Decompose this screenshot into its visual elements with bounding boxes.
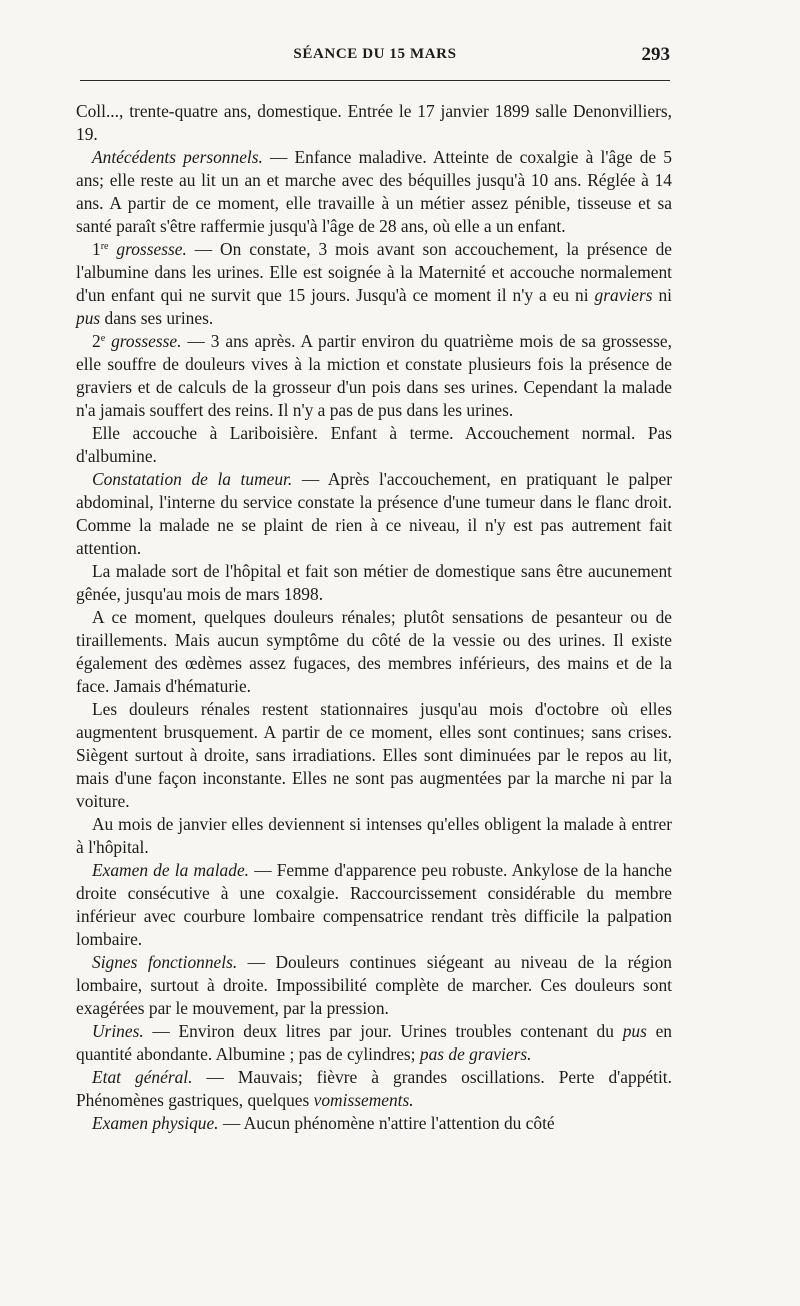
- italic-text: grossesse.: [108, 239, 187, 259]
- italic-text: Urines.: [92, 1021, 144, 1041]
- italic-text: pus: [76, 308, 101, 328]
- paragraph: [76, 468, 672, 560]
- text-run: — On constate, 3 mois avant son accouchement, la présence de l'albumine dans les urines. Elle est soignée à la Maternité et accouche normalement d'un enfant qui ne survit que 15 jours. Jusqu'à ce moment il n'y a eu ni: [76, 239, 672, 305]
- text-run: 2: [92, 331, 101, 351]
- page-number: 293: [641, 44, 670, 65]
- italic-text: Examen physique.: [92, 1113, 219, 1133]
- text-run: — Environ deux litres par jour. Urines troubles contenant du: [143, 1021, 623, 1041]
- italic-text: Etat général.: [92, 1067, 193, 1087]
- text-run: La malade sort de l'hôpital et fait son métier de domestique sans être aucunement gênée, jusqu'au mois de mars 1898.: [76, 561, 672, 604]
- text-run: — Aucun phénomène n'attire l'attention du côté: [218, 1113, 555, 1133]
- italic-text: Antécédents personnels.: [92, 147, 263, 167]
- text-run: dans ses urines.: [100, 308, 214, 328]
- text-run: Les douleurs rénales restent stationnaires jusqu'au mois d'octobre où elles augmentent brusquement. A partir de ce moment, elles sont continues; sans crises. Siègent surtout à droite, sans irradiations. Elles sont diminuées par le repos au lit, mais d'une façon inconstante. Elles ne sont pas augmentées par la marche ni par la voiture.: [76, 699, 672, 811]
- paragraph: [76, 1066, 672, 1112]
- paragraph: [76, 238, 672, 330]
- italic-text: vomissements.: [313, 1090, 414, 1110]
- paragraph: [76, 859, 672, 951]
- text-run: Elle accouche à Lariboisière. Enfant à terme. Accouchement normal. Pas d'albumine.: [76, 423, 672, 466]
- header-rule: [80, 80, 670, 81]
- text-run: ni: [652, 285, 672, 305]
- text-run: — Femme d'apparence peu robuste. Ankylose de la hanche droite consécutive à une coxalgie. Raccourcissement considérable du membre inférieur avec courbure lombaire compensatrice rendant très difficile la palpation lombaire.: [76, 860, 672, 949]
- italic-text: pas de graviers.: [419, 1044, 532, 1064]
- text-run: A ce moment, quelques douleurs rénales; plutôt sensations de pesanteur ou de tiraillements. Mais aucun symptôme du côté de la vessie ou des urines. Il existe également des œdèmes assez fugaces, des membres inférieurs, des mains et de la face. Jamais d'hématurie.: [76, 607, 672, 696]
- paragraph: [76, 560, 672, 606]
- text-run: 1: [92, 239, 101, 259]
- body-text: [76, 100, 672, 1135]
- italic-text: graviers: [594, 285, 653, 305]
- running-head: SÉANCE DU 15 MARS: [293, 46, 457, 62]
- paragraph: [76, 698, 672, 813]
- text-run: Au mois de janvier elles deviennent si intenses qu'elles obligent la malade à entrer à l'hôpital.: [76, 814, 672, 857]
- italic-text: pus: [622, 1021, 647, 1041]
- text-run: — Douleurs continues siégeant au niveau de la région lombaire, surtout à droite. Impossibilité complète de marcher. Ces douleurs sont exagérées par le mouvement, par la pression.: [76, 952, 672, 1018]
- paragraph: [76, 1020, 672, 1066]
- paragraph: [76, 100, 672, 146]
- paragraph: [76, 1112, 672, 1135]
- paragraph: [76, 951, 672, 1020]
- text-run: — 3 ans après. A partir environ du quatrième mois de sa grossesse, elle souffre de douleurs vives à la miction et constate plusieurs fois la présence de graviers et de calculs de la grosseur d'un pois dans ses urines. Cependant la malade n'a jamais souffert des reins. Il n'y a pas de pus dans les urines.: [76, 331, 672, 420]
- page-header: [80, 44, 670, 74]
- paragraph: [76, 330, 672, 422]
- italic-text: Constatation de la tumeur.: [92, 469, 293, 489]
- superscript-text: re: [100, 241, 109, 252]
- text-run: — Enfance maladive. Atteinte de coxalgie à l'âge de 5 ans; elle reste au lit un an et marche avec des béquilles jusqu'à 10 ans. Réglée à 14 ans. A partir de ce moment, elle travaille à un métier assez pénible, tisseuse et sa santé paraît s'être raffermie jusqu'à l'âge de 28 ans, où elle a un enfant.: [76, 147, 672, 236]
- italic-text: Examen de la malade.: [92, 860, 250, 880]
- paragraph: [76, 606, 672, 698]
- text-run: Coll..., trente-quatre ans, domestique. Entrée le 17 janvier 1899 salle Denonvilliers, 19.: [76, 101, 672, 144]
- text-run: — Mauvais; fièvre à grandes oscillations. Perte d'appétit. Phénomènes gastriques, quelques: [76, 1067, 672, 1110]
- italic-text: Signes fonctionnels.: [92, 952, 238, 972]
- paragraph: [76, 146, 672, 238]
- paragraph: [76, 813, 672, 859]
- text-run: en quantité abondante. Albumine ; pas de cylindres;: [76, 1021, 673, 1064]
- text-run: — Après l'accouchement, en pratiquant le palper abdominal, l'interne du service constate la présence d'une tumeur dans le flanc droit. Comme la malade ne se plaint de rien à ce niveau, il n'y est pas autrement fait attention.: [76, 469, 672, 558]
- paragraph: [76, 422, 672, 468]
- superscript-text: e: [100, 333, 106, 344]
- italic-text: grossesse.: [105, 331, 182, 351]
